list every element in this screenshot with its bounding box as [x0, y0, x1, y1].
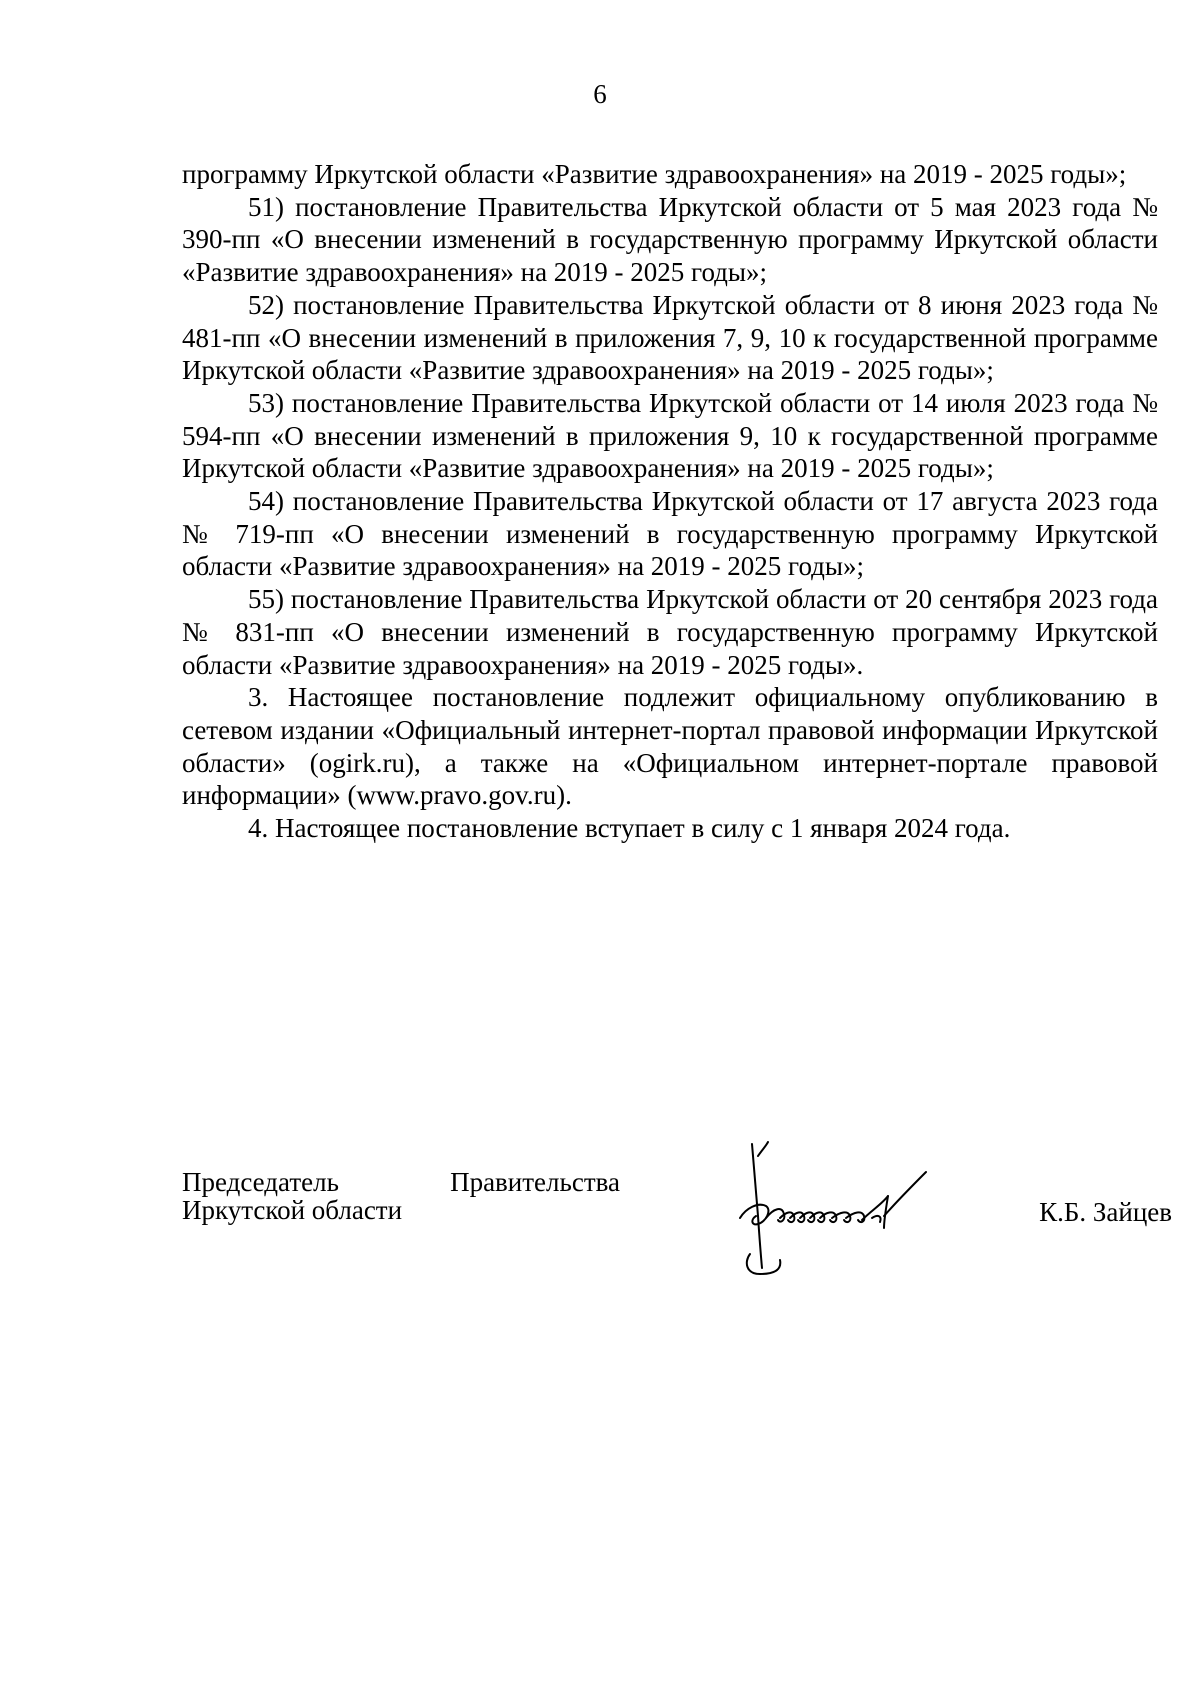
clause-4-effective-date: 4. Настоящее постановление вступает в силу с 1 января 2024 года. — [248, 813, 1011, 844]
document-body — [182, 158, 1158, 845]
signature-block — [182, 1168, 1172, 1298]
signatory-name: К.Б. Зайцев — [1039, 1197, 1172, 1227]
list-item-54: 54) постановление Правительства Иркутской области от 17 августа 2023 года № 719-пп «О внесении изменений в государственную программу Иркутской области «Развитие здравоохранения» на 2019 - 2025 годы»; — [182, 486, 1158, 582]
signatory-position-word-2: Правительства — [450, 1167, 620, 1197]
signatory-position-line-1 — [182, 1168, 620, 1196]
page-number: 6 — [593, 79, 607, 109]
list-item-51: 51) постановление Правительства Иркутской области от 5 мая 2023 года № 390-пп «О внесении изменений в государственную программу Иркутской области «Развитие здравоохранения» на 2019 - 2025 годы»; — [182, 191, 1158, 288]
signatory-position — [182, 1168, 622, 1224]
list-item-52: 52) постановление Правительства Иркутской области от 8 июня 2023 года № 481-пп «О внесении изменений в приложения 7, 9, 10 к государственной программе Иркутской области «Развитие здравоохранения» на 2019 - 2025 годы»; — [182, 289, 1158, 386]
list-item-55: 55) постановление Правительства Иркутской области от 20 сентября 2023 года № 831-пп «О внесении изменений в государственную программу Иркутской области «Развитие здравоохранения» на 2019 - 2025 годы». — [182, 584, 1158, 680]
paragraph-continuation: программу Иркутской области «Развитие здравоохранения» на 2019 - 2025 годы»; — [182, 159, 1127, 189]
clause-3-publication: 3. Настоящее постановление подлежит официальному опубликованию в сетевом издании «Официальный интернет-портал правовой информации Иркутской области» (ogirk.ru), а также на «Официальном интернет-портале правовой информации» (www.pravo.gov.ru). — [182, 682, 1158, 811]
handwritten-signature — [722, 1136, 982, 1276]
signatory-position-word-1: Председатель — [182, 1167, 339, 1197]
list-item-53: 53) постановление Правительства Иркутской области от 14 июля 2023 года № 594-пп «О внесении изменений в приложения 9, 10 к государственной программе Иркутской области «Развитие здравоохранения» на 2019 - 2025 годы»; — [182, 387, 1158, 484]
signatory-position-line-2: Иркутской области — [182, 1195, 403, 1225]
